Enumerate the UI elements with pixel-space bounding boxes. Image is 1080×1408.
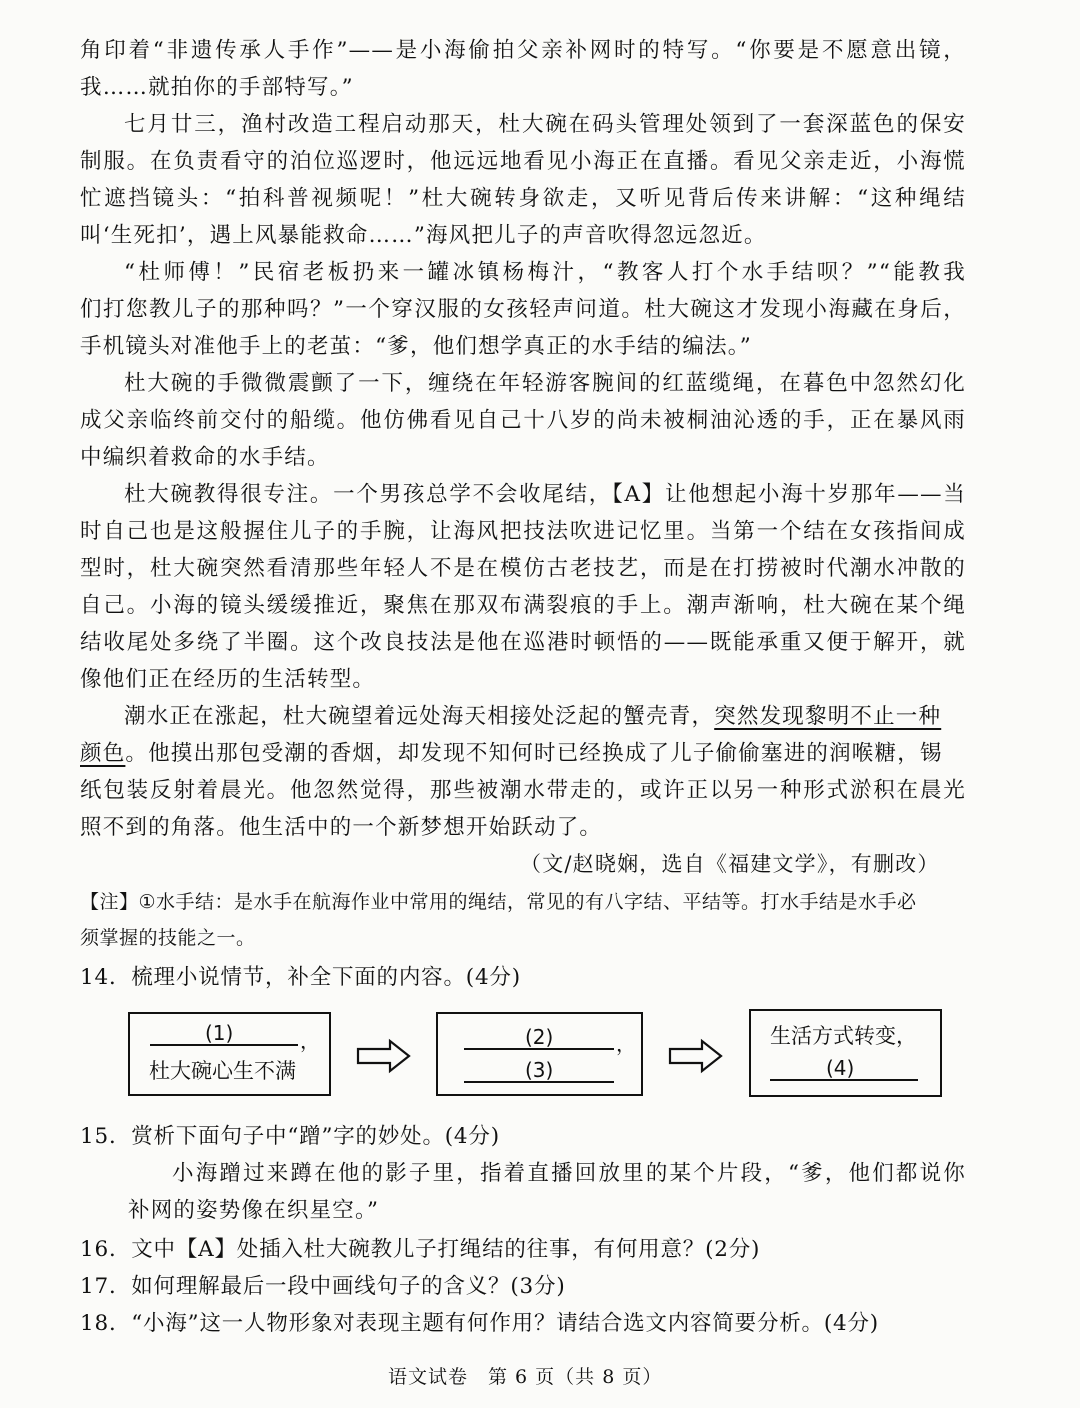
passage-line: 手机镜头对准他手上的老茧：“爹，他们想学真正的水手结的编法。” — [80, 334, 752, 359]
passage-line: 纸包装反射着晨光。他忽然觉得，那些被潮水带走的，或许正以另一种形式淤积在晨光 — [80, 778, 966, 803]
passage-line: 杜大碗教得很专注。一个男孩总学不会收尾结，【A】让他想起小海十岁那年——当 — [124, 482, 966, 507]
box2-comma: ， — [616, 1032, 636, 1056]
passage-line: 照不到的角落。他生活中的一个新梦想开始跃动了。 — [80, 815, 603, 840]
underlined-sentence: 突然发现黎明不止一种 — [714, 704, 942, 729]
passage-line: 我……就拍你的手部特写。” — [80, 75, 354, 100]
passage-line: 杜大碗的手微微震颤了一下，缠绕在年轻游客腕间的红蓝缆绳，在暮色中忽然幻化 — [124, 371, 966, 396]
passage-line: 们打您教儿子的那种吗？”一个穿汉服的女孩轻声问道。杜大碗这才发现小海藏在身后， — [80, 297, 966, 322]
passage-line: 角印着“非遗传承人手作”——是小海偷拍父亲补网时的特写。“你要是不愿意出镜， — [80, 38, 966, 63]
passage-line: 成父亲临终前交付的船缆。他仿佛看见自己十八岁的尚未被桐油沁透的手，正在暴风雨 — [80, 408, 966, 433]
question-14: 14．梳理小说情节，补全下面的内容。(4分) — [80, 965, 521, 990]
arrow-right-icon — [356, 1038, 412, 1074]
passage-line — [80, 736, 943, 767]
passage-line: 时自己也是这般握住儿子的手腕，让海风把技法吹进记忆里。当第一个结在女孩指间成 — [80, 519, 966, 544]
source-citation: （文/赵晓娴，选自《福建文学》，有删改） — [520, 852, 940, 876]
question-15: 15．赏析下面句子中“蹭”字的妙处。(4分) — [80, 1124, 500, 1149]
note-line: 【注】①水手结：是水手在航海作业中常用的绳结，常见的有八字结、平结等。打水手结是水手必 — [80, 891, 917, 913]
passage-line: 中编织着救命的水手结。 — [80, 445, 330, 470]
passage-line: 七月廿三，渔村改造工程启动那天，杜大碗在码头管理处领到了一套深蓝色的保安 — [124, 112, 966, 137]
blank-label-3: (3) — [525, 1058, 554, 1082]
blank-label-1: (1) — [205, 1021, 234, 1045]
box1-comma: ， — [300, 1029, 320, 1053]
blank-label-4: (4) — [826, 1056, 855, 1080]
passage-line: 忙遮挡镜头：“拍科普视频呢！”杜大碗转身欲走，又听见背后传来讲解：“这种绳结 — [80, 186, 966, 211]
passage-line: 制服。在负责看守的泊位巡逻时，他远远地看见小海正在直播。看见父亲走近，小海慌 — [80, 149, 966, 174]
passage-line: 叫‘生死扣’，遇上风暴能救命……”海风把儿子的声音吹得忽远忽近。 — [80, 223, 767, 248]
page-footer: 语文试卷 第 6 页（共 8 页） — [388, 1366, 663, 1388]
box1-text: 杜大碗心生不满 — [149, 1059, 296, 1083]
box3-text: 生活方式转变， — [770, 1024, 917, 1048]
question-17: 17．如何理解最后一段中画线句子的含义？(3分) — [80, 1274, 566, 1299]
question-16: 16．文中【A】处插入杜大碗教儿子打绳结的往事，有何用意？(2分) — [80, 1237, 761, 1262]
quoted-sentence: 小海蹭过来蹲在他的影子里，指着直播回放里的某个片段，“爹，他们都说你 — [172, 1161, 966, 1186]
passage-line — [124, 699, 941, 730]
arrow-right-icon — [668, 1038, 724, 1074]
question-18: 18．“小海”这一人物形象对表现主题有何作用？请结合选文内容简要分析。(4分) — [80, 1311, 879, 1336]
passage-line: “杜师傅！”民宿老板扔来一罐冰镇杨梅汁，“教客人打个水手结呗？”“能教我 — [124, 260, 966, 285]
passage-line: 结收尾处多绕了半圈。这个改良技法是他在巡港时顿悟的——既能承重又便于解开，就 — [80, 630, 966, 655]
passage-line: 像他们正在经历的生活转型。 — [80, 667, 376, 692]
passage-text: 。他摸出那包受潮的香烟，却发现不知何时已经换成了儿子偷偷塞进的润喉糖，锡 — [125, 741, 943, 766]
underlined-sentence: 颜色 — [80, 741, 126, 766]
passage-text: 潮水正在涨起，杜大碗望着远处海天相接处泛起的蟹壳青， — [124, 704, 715, 729]
passage-line: 型时，杜大碗突然看清那些年轻人不是在模仿古老技艺，而是在打捞被时代潮水冲散的 — [80, 556, 966, 581]
quoted-sentence: 补网的姿势像在织星空。” — [128, 1198, 380, 1223]
passage-line: 自己。小海的镜头缓缓推近，聚焦在那双布满裂痕的手上。潮声渐响，杜大碗在某个绳 — [80, 593, 966, 618]
note-line: 须掌握的技能之一。 — [80, 927, 256, 949]
blank-label-2: (2) — [525, 1025, 554, 1049]
